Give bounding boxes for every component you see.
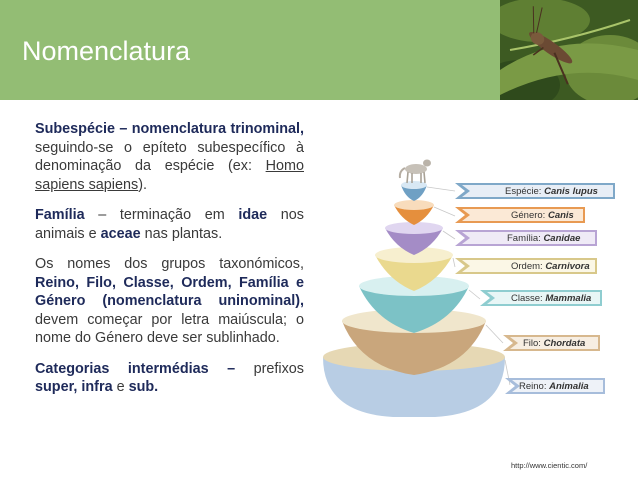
taxon-label-classe <box>480 290 602 306</box>
body-text <box>35 120 304 409</box>
taxa-list: Reino, Filo, Classe, Ordem, Família e Género (nomenclatura uninominal), <box>35 274 304 309</box>
subspecies-term: Subespécie – nomenclatura trinominal, <box>35 121 304 137</box>
title-bar <box>0 0 500 100</box>
family-text-2: nos animais e <box>35 207 304 242</box>
label-filo: Filo: Chordata <box>523 338 586 349</box>
family-term: Família <box>35 207 85 223</box>
paragraph-family <box>35 206 304 243</box>
taxonomy-pyramid-figure <box>315 145 635 420</box>
taxon-label-genero <box>455 207 585 223</box>
taxon-label-reino <box>505 378 605 394</box>
suffix-idae: idae <box>238 207 268 223</box>
page-title: Nomenclatura <box>22 36 191 66</box>
wolf-icon <box>400 160 431 184</box>
prefix-super-infra: super, infra <box>35 379 113 395</box>
taxon-label-filo <box>503 335 600 351</box>
label-familia: Família: Canidae <box>507 233 581 244</box>
subspecies-text-end: ). <box>138 176 147 193</box>
family-text: – terminação em <box>84 207 239 223</box>
paragraph-subspecies <box>35 120 304 194</box>
label-classe: Classe: Mammalia <box>511 293 592 304</box>
family-text-3: nas plantas. <box>140 225 223 242</box>
intermediate-term: Categorias intermédias – <box>35 360 236 377</box>
subspecies-text: seguindo-se o epíteto subespecífico à denominação da espécie (ex: <box>35 139 304 174</box>
taxon-label-ordem <box>455 258 597 274</box>
intermediate-text: prefixos <box>235 360 304 377</box>
source-credit: http://www.cientic.com/ <box>511 461 588 470</box>
prefix-sub: sub. <box>128 379 159 395</box>
grasshopper-photo <box>500 0 638 100</box>
label-reino: Reino: Animalia <box>519 381 589 392</box>
paragraph-intermediate <box>35 360 304 397</box>
paragraph-taxa <box>35 255 304 348</box>
taxon-label-familia <box>455 230 597 246</box>
label-ordem: Ordem: Carnivora <box>511 261 590 272</box>
label-especie: Espécie: Canis lupus <box>505 186 598 197</box>
example-species-name: Homo sapiens sapiens <box>35 158 304 193</box>
taxon-label-especie <box>455 183 615 199</box>
label-genero: Género: Canis <box>511 210 574 221</box>
suffix-aceae: aceae <box>100 225 141 242</box>
taxa-text-2: devem começar por letra maiúscula; o nome do Género deve ser sublinhado. <box>35 311 304 346</box>
intermediate-text-2: e <box>112 379 129 395</box>
taxa-text: Os nomes dos grupos taxonómicos, <box>35 256 304 272</box>
